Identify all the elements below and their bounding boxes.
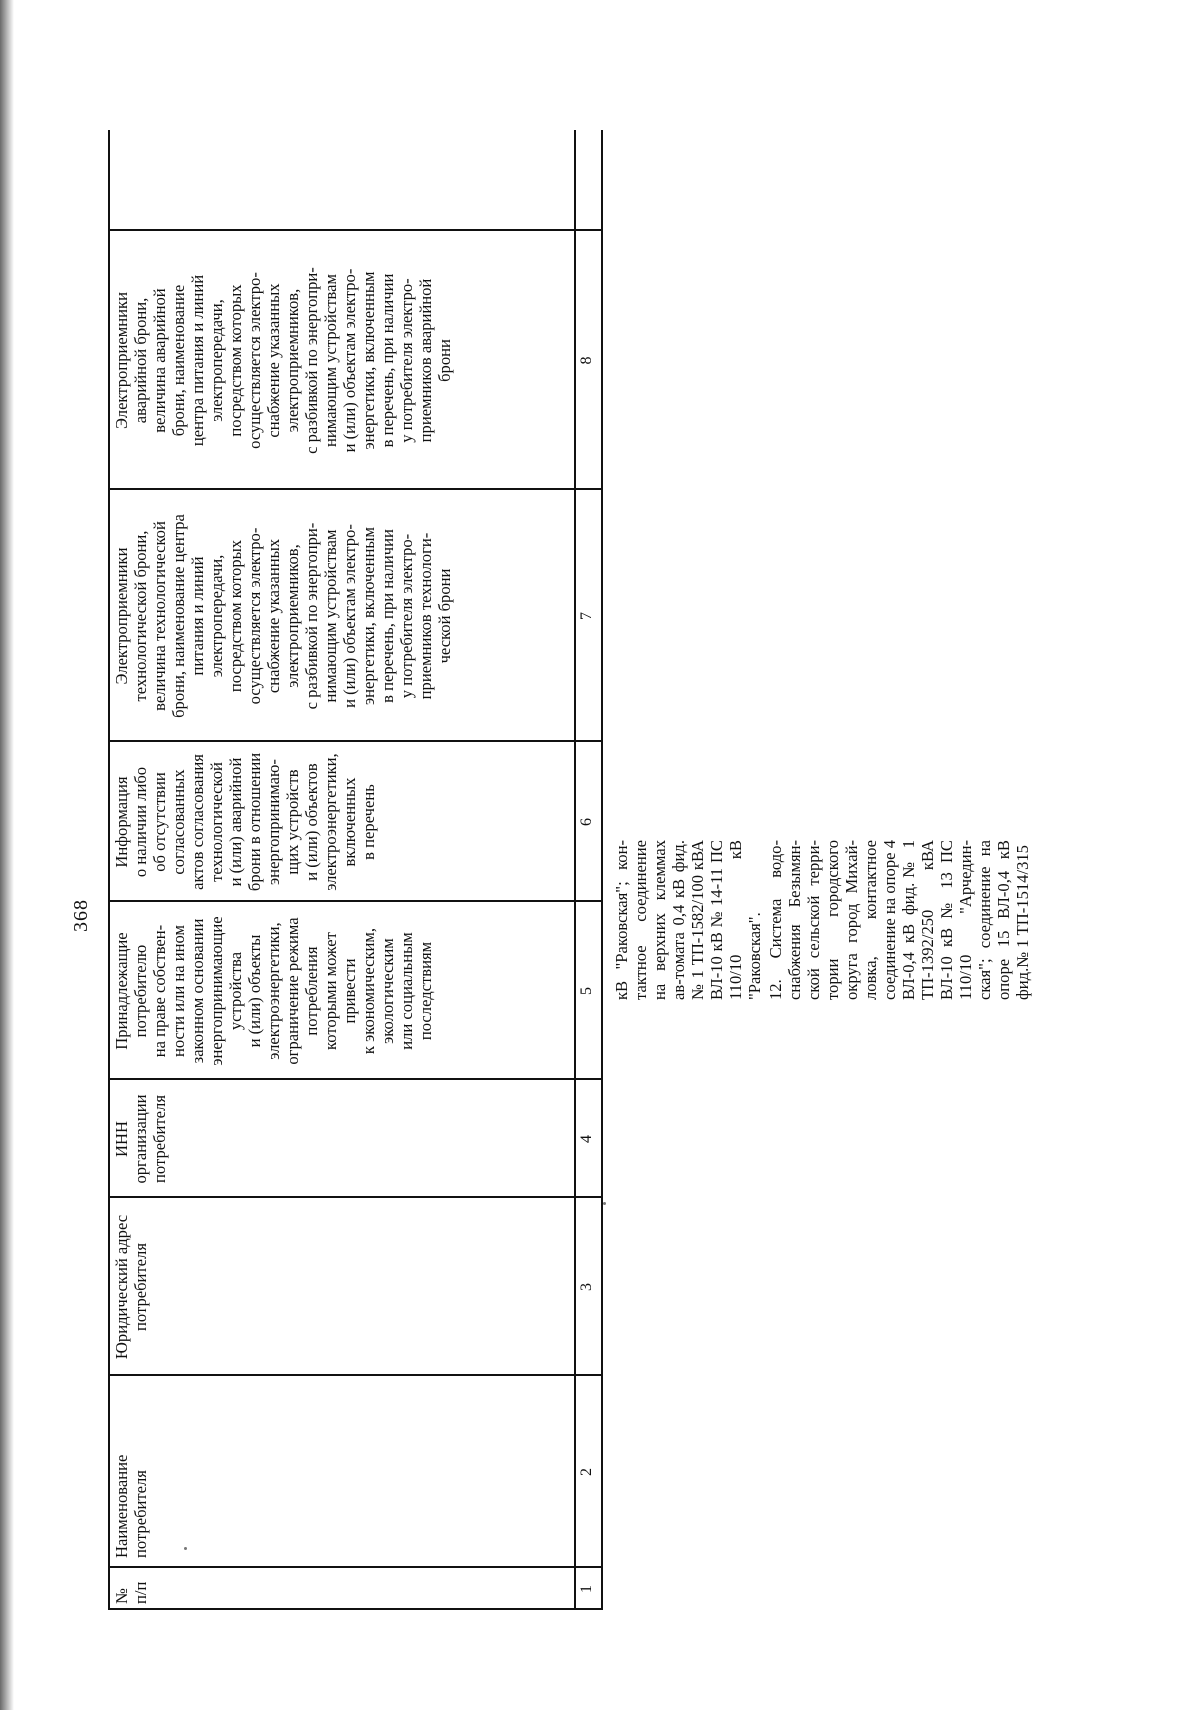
column-number-2: 2 <box>578 1468 595 1476</box>
data-table <box>108 130 608 1610</box>
scan-speck <box>603 1202 606 1205</box>
continuation-paragraph-1: кВ "Раковская"; кон-тактное соединение на верхних клеммах ав-томата 0,4 кВ фид.№ 1 ТП-1582/100 кВА ВЛ-10 кВ № 14-11 ПС 110/10 кВ "Раковская". <box>612 840 764 1000</box>
header-bottom-rule <box>574 130 576 1610</box>
page-number: 368 <box>70 899 92 932</box>
col-border-3 <box>108 1197 602 1199</box>
col-border-2 <box>108 1375 602 1377</box>
column-numbers-rule <box>601 130 603 1610</box>
column-number-8: 8 <box>578 356 595 365</box>
header-technological-reserve: Электроприемники технологической брони, величина технологической брони, наименование центра питания и линий электропередачи, посредством которых осуществляется электро- снабжение указанных электроприемников, с разбивкой по энергопри- нимающим устройствам и (или) объектам электро- энергетики, включенным в перечень, при наличии у потребителя электро- приемников технологи- ческой брони <box>112 514 454 718</box>
col-border-5 <box>108 901 602 903</box>
rotated-document-page <box>0 115 1120 1710</box>
header-emergency-reserve: Электроприемники аварийной брони, величина аварийной брони, наименование центра питания и линий электропередачи, посредством которых осуществляется электро- снабжение указанных электроприемников, с разбивкой по энергопри- нимающим устройствам и (или) объектам электро- энергетики, включенным в перечень, при наличии у потребителя электро- приемников аварийной брони <box>112 267 454 454</box>
scan-speck <box>184 1547 187 1550</box>
header-power-devices: Принадлежащие потребителю на праве собствен- ности или на ином законном основании энергопринимающие устройства и (или) объекты электроэнергетики, ограничение режима потребления которыми может привести к экономическим, экологическим или социальным последствиям <box>112 916 435 1066</box>
continuation-paragraph-12: 12. Система водо-снабжения Безымян-ской сельской терри-тории городского округа город Михай-ловка, контактное соединение на опоре 4 ВЛ-0,4 кВ фид.№ 1 ТП-1392/250 кВА ВЛ-10 кВ № 13 ПС 110/10 "Арчедин-ская"; соединение на опоре 15 ВЛ-0,4 кВ фид.№ 1 ТП-1514/315 <box>766 840 1032 1000</box>
col-border-4 <box>108 1079 602 1081</box>
header-consumer-name: Наименование потребителя <box>112 1454 150 1558</box>
column-number-1: 1 <box>578 1585 595 1593</box>
table-top-rule <box>108 130 110 1610</box>
column-number-5: 5 <box>578 987 595 995</box>
header-number: № п/п <box>112 1581 150 1604</box>
column-number-6: 6 <box>578 818 595 826</box>
header-legal-address: Юридический адрес потребителя <box>112 1214 150 1360</box>
col-border-1 <box>108 1567 602 1569</box>
column-number-4: 4 <box>578 1135 595 1143</box>
col-border-7 <box>108 489 602 491</box>
header-inn: ИНН организации потребителя <box>112 1094 169 1184</box>
col-border-8 <box>108 230 602 232</box>
column-number-7: 7 <box>578 612 595 620</box>
header-reserve-acts: Информация о наличии либо об отсутствии согласованных актов согласования технологической и (или) аварийной брони в отношении энергопринимаю- щих устройств и (или) объектов электроэнергетики, включенных в перечень <box>112 752 378 892</box>
col-border-0 <box>108 1609 602 1611</box>
column-number-3: 3 <box>578 1283 595 1291</box>
col-border-6 <box>108 741 602 743</box>
